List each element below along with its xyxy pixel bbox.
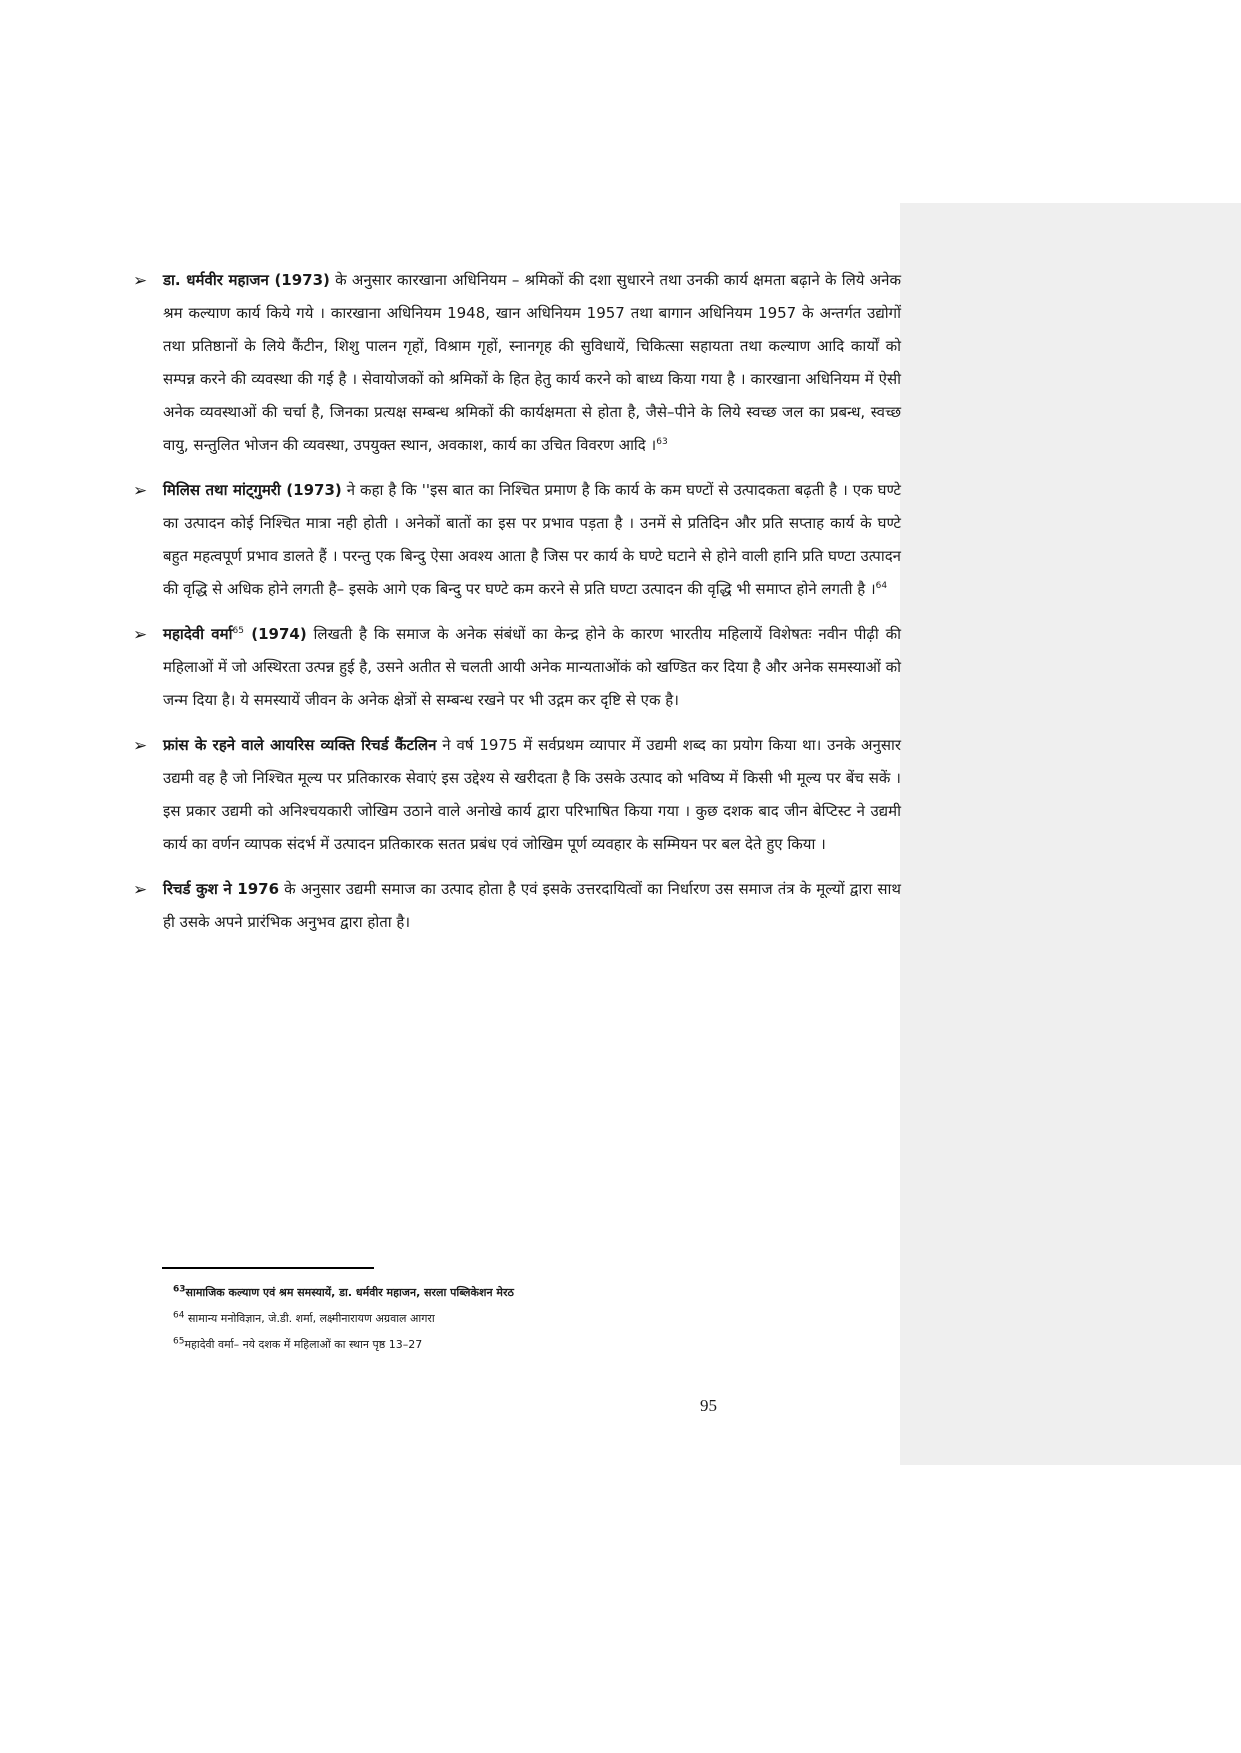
bullet-paragraph	[163, 264, 901, 462]
bullet-lead: फ्रांस के रहने वाले आयरिस व्यक्ति रिचर्ड कैंटलिन	[163, 736, 437, 754]
bullet-paragraph	[163, 618, 901, 717]
arrow-bullet-icon: ➢	[133, 625, 148, 645]
footnote-ref: 64	[875, 581, 888, 591]
footnote-separator	[162, 1267, 374, 1269]
bullet-body: लिखती है कि समाज के अनेक संबंधों का केन्द्र होने के कारण भारतीय महिलायें विशेषतः नवीन पीढ़ी की महिलाओं में जो अस्थिरता उत्पन्न हुई है, उसने अतीत से चलती आयी अनेक मान्यताओंकं को खण्डित कर दिया है और अनेक समस्याओं को जन्म दिया है। ये समस्यायें जीवन के अनेक क्षेत्रों से सम्बन्ध रखने पर भी उद्गम कर दृष्टि से एक है।	[163, 625, 901, 709]
arrow-bullet-icon: ➢	[133, 481, 148, 501]
bullet-item-millis	[133, 474, 901, 606]
page-number: 95	[700, 1396, 717, 1415]
document-body	[133, 264, 901, 951]
arrow-bullet-icon: ➢	[133, 271, 148, 291]
footnote-text: सामान्य मनोविज्ञान, जे.डी. शर्मा, लक्ष्मीनारायण अग्रवाल आगरा	[184, 1312, 435, 1325]
bullet-paragraph	[163, 474, 901, 606]
footnote-63	[173, 1280, 733, 1306]
bullet-item-cantillon	[133, 729, 901, 861]
comment-margin-panel	[900, 203, 1241, 1465]
footnote-65	[173, 1332, 733, 1358]
footnotes	[173, 1280, 733, 1358]
footnote-number: 64	[173, 1310, 185, 1321]
footnote-number: 63	[173, 1284, 186, 1295]
footnote-text: महादेवी वर्मा– नये दशक में महिलाओं का स्थान पृष्ठ 13–27	[184, 1338, 423, 1351]
footnote-number: 65	[173, 1336, 185, 1347]
bullet-lead: महादेवी वर्मा	[163, 625, 233, 643]
arrow-bullet-icon: ➢	[133, 880, 148, 900]
bullet-lead: रिचर्ड कुश ने 1976	[163, 880, 280, 898]
bullet-item-mahajan	[133, 264, 901, 462]
footnote-ref: 63	[656, 437, 668, 447]
bullet-lead-year: (1974)	[243, 625, 307, 643]
arrow-bullet-icon: ➢	[133, 736, 148, 756]
bullet-item-kush	[133, 873, 901, 939]
bullet-body: ने वर्ष 1975 में सर्वप्रथम व्यापार में उद्यमी शब्द का प्रयोग किया था। उनके अनुसार उद्यमी वह है जो निश्चित मूल्य पर प्रतिकारक सेवाएं इस उद्देश्य से खरीदता है कि उसके उत्पाद को भविष्य में किसी भी मूल्य पर बेंच सकें । इस प्रकार उद्यमी को अनिश्चयकारी जोखिम उठाने वाले अनोखे कार्य द्वारा परिभाषित किया गया । कुछ दशक बाद जीन बेप्टिस्ट ने उद्यमी कार्य का वर्णन व्यापक संदर्भ में उत्पादन प्रतिकारक सतत प्रबंध एवं जोखिम पूर्ण व्यवहार के सम्मियन पर बल देते हुए किया ।	[163, 736, 901, 853]
bullet-body: ने कहा है कि ''इस बात का निश्चित प्रमाण है कि कार्य के कम घण्टों से उत्पादकता बढ़ती है । एक घण्टे का उत्पादन कोई निश्चित मात्रा नही होती । अनेकों बातों का इस पर प्रभाव पड़ता है । उनमें से प्रतिदिन और प्रति सप्ताह कार्य के घण्टे बहुत महत्वपूर्ण प्रभाव डालते हैं । परन्तु एक बिन्दु ऐसा अवश्य आता है जिस पर कार्य के घण्टे घटाने से होने वाली हानि प्रति घण्टा उत्पादन की वृद्धि से अधिक होने लगती है– इसके आगे एक बिन्दु पर घण्टे कम करने से प्रति घण्टा उत्पादन की वृद्धि भी समाप्त होने लगती है ।	[163, 481, 901, 598]
bullet-body: के अनुसार कारखाना अधिनियम – श्रमिकों की दशा सुधारने तथा उनकी कार्य क्षमता बढ़ाने के लिये अनेक श्रम कल्याण कार्य किये गये । कारखाना अधिनियम 1948, खान अधिनियम 1957 तथा बागान अधिनियम 1957 के अन्तर्गत उद्योगों तथा प्रतिष्ठानों के लिये कैंटीन, शिशु पालन गृहों, विश्राम गृहों, स्नानगृह की सुविधायें, चिकित्सा सहायता तथा कल्याण आदि कार्यों को सम्पन्न करने की व्यवस्था की गई है । सेवायोजकों को श्रमिकों के हित हेतु कार्य करने को बाध्य किया गया है । कारखाना अधिनियम में ऐसी अनेक व्यवस्थाओं की चर्चा है, जिनका प्रत्यक्ष सम्बन्ध श्रमिकों की कार्यक्षमता से होता है, जैसे–पीने के लिये स्वच्छ जल का प्रबन्ध, स्वच्छ वायु, सन्तुलित भोजन की व्यवस्था, उपयुक्त स्थान, अवकाश, कार्य का उचित विवरण आदि ।	[163, 271, 901, 454]
bullet-lead: मिलिस तथा मांट्गुमरी (1973)	[163, 481, 342, 499]
bullet-paragraph	[163, 729, 901, 861]
footnote-text: सामाजिक कल्याण एवं श्रम समस्यायें, डा. धर्मवीर महाजन, सरला पब्लिकेशन मेरठ	[185, 1286, 514, 1299]
bullet-paragraph	[163, 873, 901, 939]
bullet-item-mahadevi	[133, 618, 901, 717]
bullet-body: के अनुसार उद्यमी समाज का उत्पाद होता है एवं इसके उत्तरदायित्वों का निर्धारण उस समाज तंत्र के मूल्यों द्वारा साथ ही उसके अपने प्रारंभिक अनुभव द्वारा होता है।	[163, 880, 901, 931]
bullet-lead: डा. धर्मवीर महाजन (1973)	[163, 271, 330, 289]
footnote-64	[173, 1306, 733, 1332]
footnote-ref: 65	[232, 626, 244, 636]
